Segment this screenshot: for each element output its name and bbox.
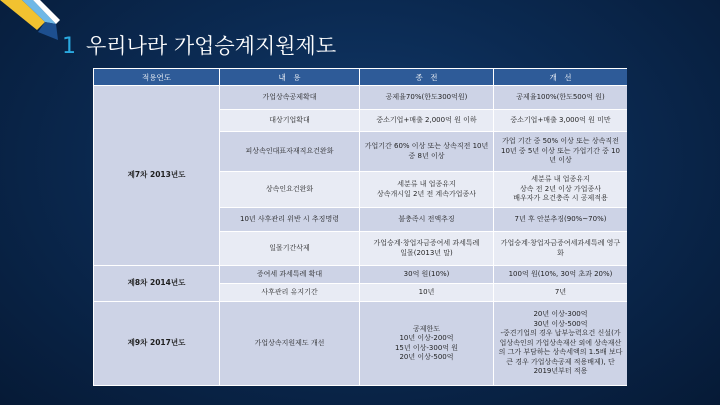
content-cell: 상속인요건완화 xyxy=(220,172,360,208)
page-title xyxy=(62,30,336,60)
after-cell: 7년 후 안분추징(90%~70%) xyxy=(494,208,628,232)
before-cell: 세분류 내 업종유지 상속개시일 2년 전 계속가업종사 xyxy=(360,172,494,208)
before-cell: 30억 원(10%) xyxy=(360,266,494,284)
before-cell: 중소기업+매출 2,000억 원 이하 xyxy=(360,110,494,132)
content-cell: 증여세 과세특례 확대 xyxy=(220,266,360,284)
era-cell: 제9차 2017년도 xyxy=(94,302,220,386)
after-cell: 공제율100%(한도500억 원) xyxy=(494,86,628,110)
content-cell: 대상기업확대 xyxy=(220,110,360,132)
before-cell: 10년 xyxy=(360,284,494,302)
before-cell: 불충족시 전액추징 xyxy=(360,208,494,232)
after-cell: 중소기업+매출 3,000억 원 미만 xyxy=(494,110,628,132)
content-cell: 10년 사후관리 위반 시 추징명령 xyxy=(220,208,360,232)
content-cell: 사후관리 유지기간 xyxy=(220,284,360,302)
after-cell: 20년 이상-300억 30년 이상-500억 -중견기업의 경우 납부능력요건 신설(가업상속인의 가업상속재산 외에 상속재산의 그가 부담하는 상속세액의 1.5배 보다 큰 경우 가업상속공제 적용배제), 단 2019년부터 적용 xyxy=(494,302,628,386)
support-table-container xyxy=(93,68,627,405)
header-after: 개 선 xyxy=(494,69,628,86)
table-header-row xyxy=(94,69,628,86)
section-number: 1 xyxy=(62,34,76,59)
before-cell: 공제율70%(한도300억원) xyxy=(360,86,494,110)
content-cell: 가업상속지원제도 개선 xyxy=(220,302,360,386)
header-year: 적용연도 xyxy=(94,69,220,86)
after-cell: 7년 xyxy=(494,284,628,302)
after-cell: 세분류 내 업종유지 상속 전 2년 이상 가업종사 배우자가 요건충족 시 공제적용 xyxy=(494,172,628,208)
content-cell: 가업상속공제확대 xyxy=(220,86,360,110)
section-title: 우리나라 가업승계지원제도 xyxy=(86,34,337,58)
before-cell: 공제한도 10년 이상-200억 15년 이상-300억 원 20년 이상-500억 xyxy=(360,302,494,386)
support-table xyxy=(93,68,627,386)
content-cell: 일몰기간삭제 xyxy=(220,232,360,266)
before-cell: 가업기간 60% 이상 또는 상속직전 10년 중 8년 이상 xyxy=(360,132,494,172)
after-cell: 100억 원(10%, 30억 초과 20%) xyxy=(494,266,628,284)
era-cell: 제7차 2013년도 xyxy=(94,86,220,266)
after-cell: 가업 기간 중 50% 이상 또는 상속직전 10년 중 5년 이상 또는 가업기간 중 10년 이상 xyxy=(494,132,628,172)
header-before: 종 전 xyxy=(360,69,494,86)
table-row xyxy=(94,86,628,110)
before-cell: 가업승계·창업자금증여세 과세특례 일몰(2013년 말) xyxy=(360,232,494,266)
content-cell: 피상속인대표자재직요건완화 xyxy=(220,132,360,172)
era-cell: 제8차 2014년도 xyxy=(94,266,220,302)
brand-logo xyxy=(0,0,70,48)
table-row xyxy=(94,302,628,386)
logo-chevron-icon xyxy=(0,0,70,48)
header-content: 내 용 xyxy=(220,69,360,86)
table-row xyxy=(94,266,628,284)
after-cell: 가업승계·창업자금증여세과세특례 영구화 xyxy=(494,232,628,266)
